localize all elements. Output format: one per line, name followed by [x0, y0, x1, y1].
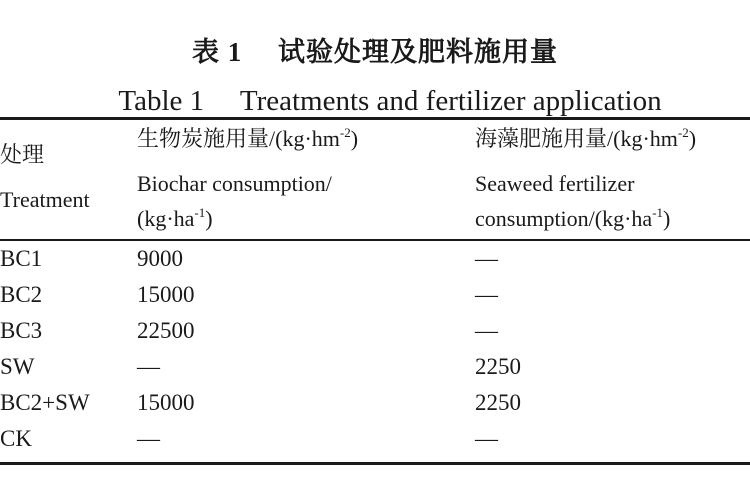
bottom-rule [0, 462, 750, 465]
cell-seaweed: 2250 [475, 390, 521, 415]
table-title-english: Table 1 Treatments and fertilizer application [118, 85, 662, 117]
header-treatment-cn: 处理 [0, 142, 45, 167]
header-treatment-en: Treatment [0, 187, 90, 212]
cell-biochar: 22500 [137, 318, 195, 343]
cell-seaweed: — [475, 282, 498, 307]
table-title-chinese: 表 1 试验处理及肥料施用量 [192, 37, 558, 67]
header-seaweed-en-line2: consumption/$(kg\cdot ha^{-1})$ [475, 205, 671, 231]
cell-treatment: CK [0, 426, 32, 451]
cell-biochar: — [137, 426, 160, 451]
header-rule [0, 239, 750, 241]
cell-seaweed: — [475, 426, 498, 451]
cell-biochar: 15000 [137, 282, 195, 307]
cell-treatment: BC2+SW [0, 390, 90, 415]
cell-biochar: — [137, 354, 160, 379]
cell-treatment: BC2 [0, 282, 43, 307]
cell-seaweed: — [475, 318, 498, 343]
header-biochar-en-line1: Biochar consumption/ [137, 171, 332, 196]
top-rule [0, 117, 750, 120]
cell-treatment: SW [0, 354, 35, 379]
header-biochar-en-line2: $(kg\cdot ha^{-1})$ [137, 205, 213, 231]
cell-seaweed: 2250 [475, 354, 521, 379]
cell-treatment: BC1 [0, 246, 43, 271]
cell-seaweed: — [475, 246, 498, 271]
cell-treatment: BC3 [0, 318, 43, 343]
header-biochar-cn: 生物炭施用量$/(kg\cdot hm^{-2})$ [137, 125, 359, 151]
header-seaweed-cn: 海藻肥施用量$/(kg\cdot hm^{-2})$ [475, 125, 697, 151]
header-seaweed-en-line1: Seaweed fertilizer [475, 171, 635, 196]
cell-biochar: 15000 [137, 390, 195, 415]
cell-biochar: 9000 [137, 246, 183, 271]
